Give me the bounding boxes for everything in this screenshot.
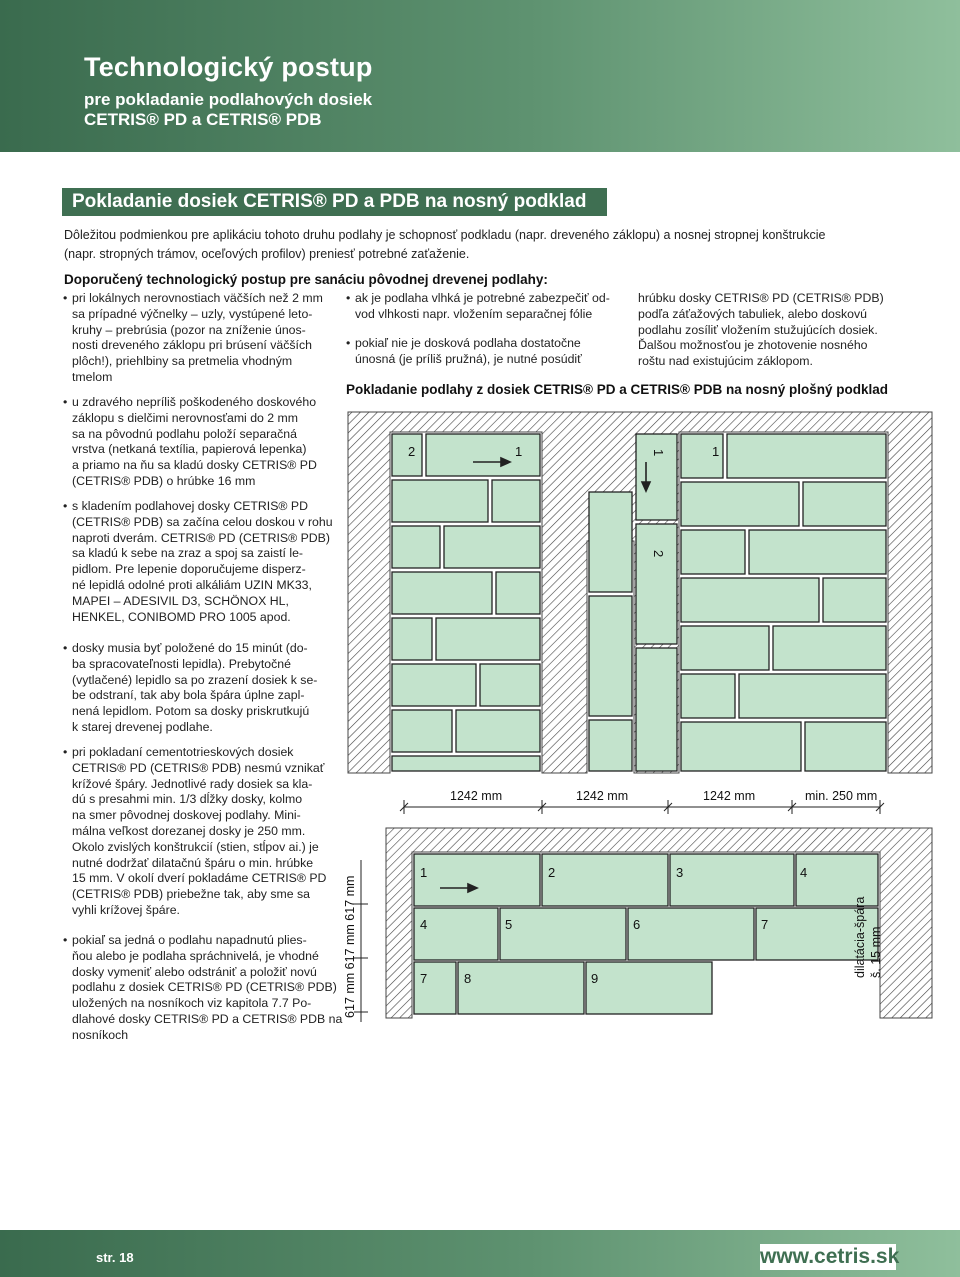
bullet-line: málna veľkost dorezanej dosky je 250 mm. [72,823,306,838]
col3-line: podľa záťažových tabuliek, alebo doskovú [638,306,868,321]
bullet-line: naproti dverám. CETRIS® PD (CETRIS® PDB) [72,530,330,545]
detail-num-7b: 7 [420,971,428,986]
bullet-dot: • [346,336,351,350]
bullet-dot: • [63,395,68,409]
bullet-line: dosky vymeniť alebo odstrániť a položiť novú [72,964,317,979]
bullet-line: nutné dodržať dilatačnú špáru o min. hrúbke [72,855,314,870]
plan-label-1c: 1 [712,444,720,459]
bullet-dot: • [63,933,68,947]
bullet-line: u zdravého nepríliš poškodeného doskového [72,395,317,409]
plan-label-2: 2 [408,444,416,459]
plan-label-1a: 1 [515,444,523,459]
detail-num-9: 9 [591,971,599,986]
bullet-line: tmelom [72,369,113,384]
dilatation-label: dilatácia-špára [853,896,867,978]
bullet-line: na smer pôvodnej doskovej podlahy. Mini- [72,808,301,823]
dilatation-width: š. 15 mm [869,926,883,978]
bullet-line: (CETRIS® PDB) sa začína celou doskou v rohu [72,514,333,529]
bullet-dot: • [63,291,68,305]
detail-num-7a: 7 [761,917,769,932]
bullet-line: dú s presahmi min. 1/3 dĺžky dosky, kolmo [72,792,303,807]
bullet-line: pokiaľ sa jedná o podlahu napadnutú plies- [72,933,307,947]
page-subtitle-1: pre pokladanie podlahových dosiek [84,90,373,109]
intro-line-2: (napr. stropných trámov, oceľových profilov) preniesť potrebné zaťaženie. [64,247,470,261]
bullet-line: vyhli krížovej špáre. [72,902,180,917]
detail-num-4b: 4 [420,917,428,932]
bullet-line: nosníkoch [72,1027,129,1042]
bullet-line: dosky musia byť položené do 15 minút (do- [72,641,308,655]
figure-title: Pokladanie podlahy z dosiek CETRIS® PD a CETRIS® PDB na nosný plošný podklad [346,382,888,397]
bullet-line: podlahu z dosiek CETRIS® PD (CETRIS® PDB) [72,980,337,995]
bullet-line: né lepidlá odolné proti alkáliám UZIN MK33, [72,577,312,592]
footer-band [0,1230,960,1277]
bullet-dot: • [63,499,68,513]
dim-1242-b: 1242 mm [576,789,629,803]
bullet-line: (vytlačené) lepidlo sa po zrazení dosiek k se- [72,672,318,687]
detail-num-8: 8 [464,971,472,986]
bullet-line: MAPEI – ADESIVIL D3, SCHÖNOX HL, [72,593,289,608]
col3-line: podlahu zosíliť vložením stužujúcích dosiek. [638,322,878,337]
plan-label-2v: 2 [651,550,666,558]
dim-min-250: min. 250 mm [805,789,878,803]
detail-num-3: 3 [676,865,684,880]
bullet-line: a priamo na ňu sa kladú dosky CETRIS® PD [72,458,317,473]
bullet-line: sa na pôvodnú podlahu položí separačná [72,426,297,441]
dim-vertical: 617 mm 617 mm 617 mm [343,875,357,1018]
bullet-line: uložených na nosníkoch viz kapitola 7.7 Po- [72,996,312,1011]
col3-line: hrúbku dosky CETRIS® PD (CETRIS® PDB) [638,291,884,305]
bullet-line: 15 mm. V okolí dverí pokladáme CETRIS® PD [72,871,327,886]
bullet-dot: • [346,291,351,305]
bullet-line: ňou alebo je podlaha spráchnivelá, je vhodné [72,948,319,963]
bullet-line: pri lokálnych nerovnostiach väčších než 2 mm [72,291,323,305]
website-link[interactable]: www.cetris.sk [760,1245,900,1268]
bullet-dot: • [63,641,68,655]
bullet-line: pidlom. Pre lepenie doporučujeme disperz- [72,562,306,577]
page-number: str. 18 [96,1250,134,1265]
bullet-line: záklopu s dielčimi nerovnosťami do 2 mm [72,410,299,425]
bullet-line: vrstva (netkaná textília, papierová lepenka) [72,442,307,457]
bullet-line: kruhy – prebrúsia (pozor na zníženie únos- [72,322,306,337]
bullet-line: (CETRIS® PDB) o hrúbke 16 mm [72,473,256,488]
col3-line: Ďalšou možnosťou je zhotovenie nosného [638,338,868,353]
bullet-line: únosná (je príliš pružná), je nutné posúdiť [355,351,582,366]
bullet-line: sa prípadné výčnelky – uzly, vystúpené leto- [72,306,313,321]
detail-num-6: 6 [633,917,641,932]
bullet-line: nosti dreveného záklopu pri brúsení väčších [72,338,312,353]
intro-line-1: Dôležitou podmienkou pre aplikáciu tohoto druhu podlahy je schopnosť podkladu (napr. dreveného záklopu) a nosnej stropnej konštrukcie [64,228,826,242]
plan-label-1b: 1 [651,449,666,457]
bullet-line: krížové špáry. Jednotlivé rady dosiek sa kla- [72,776,313,791]
bullet-line: dlahové dosky CETRIS® PD a CETRIS® PDB na [72,1011,343,1026]
dim-1242-a: 1242 mm [450,789,503,803]
detail-num-4a: 4 [800,865,808,880]
bullet-line: sa kladú k sebe na zraz a spoj sa zaistí le- [72,546,304,561]
bullet-line: nená lepidlom. Potom sa dosky priskrutkujú [72,704,310,719]
bullet-line: pokiaľ nie je dosková podlaha dostatočne [355,336,581,350]
procedure-heading: Doporučený technologický postup pre sanáciu pôvodnej drevenej podlahy: [64,272,548,287]
page-subtitle-2: CETRIS® PD a CETRIS® PDB [84,110,322,129]
bullet-line: (CETRIS® PDB) priebežne tak, aby sme sa [72,887,310,902]
bullet-line: plôch!), priehlbiny sa pretmelia vhodným [72,354,293,369]
bullet-line: Okolo zvislých konštrukcií (stien, stĺpov ai.) je [72,839,319,854]
bullet-line: pri pokladaní cementotrieskových dosiek [72,745,294,759]
dim-1242-c: 1242 mm [703,789,756,803]
bullet-line: vod vlhkosti napr. vložením separačnej fólie [355,306,593,321]
bullet-line: CETRIS® PD (CETRIS® PDB) nesmú vznikať [72,760,325,775]
detail-num-5: 5 [505,917,513,932]
bullet-line: HENKEL, CONIBOMD PRO 1005 apod. [72,609,291,624]
detail-num-2: 2 [548,865,556,880]
col3-line: roštu nad existujúcim záklopom. [638,354,813,369]
bullet-dot: • [63,745,68,759]
detail-num-1: 1 [420,865,428,880]
bullet-line: k starej drevenej podlahe. [72,719,213,734]
bullet-line: s kladením podlahovej dosky CETRIS® PD [72,499,308,513]
page-title: Technologický postup [84,52,373,82]
bullet-line: ba spracovateľnosti lepidla). Prebytočné [72,656,291,671]
section-title: Pokladanie dosiek CETRIS® PD a PDB na nosný podklad [72,191,587,212]
bullet-line: be odstraní, tak aby bola špára úplne zapl- [72,688,305,703]
bullet-line: ak je podlaha vlhká je potrebné zabezpečiť od- [355,291,610,305]
